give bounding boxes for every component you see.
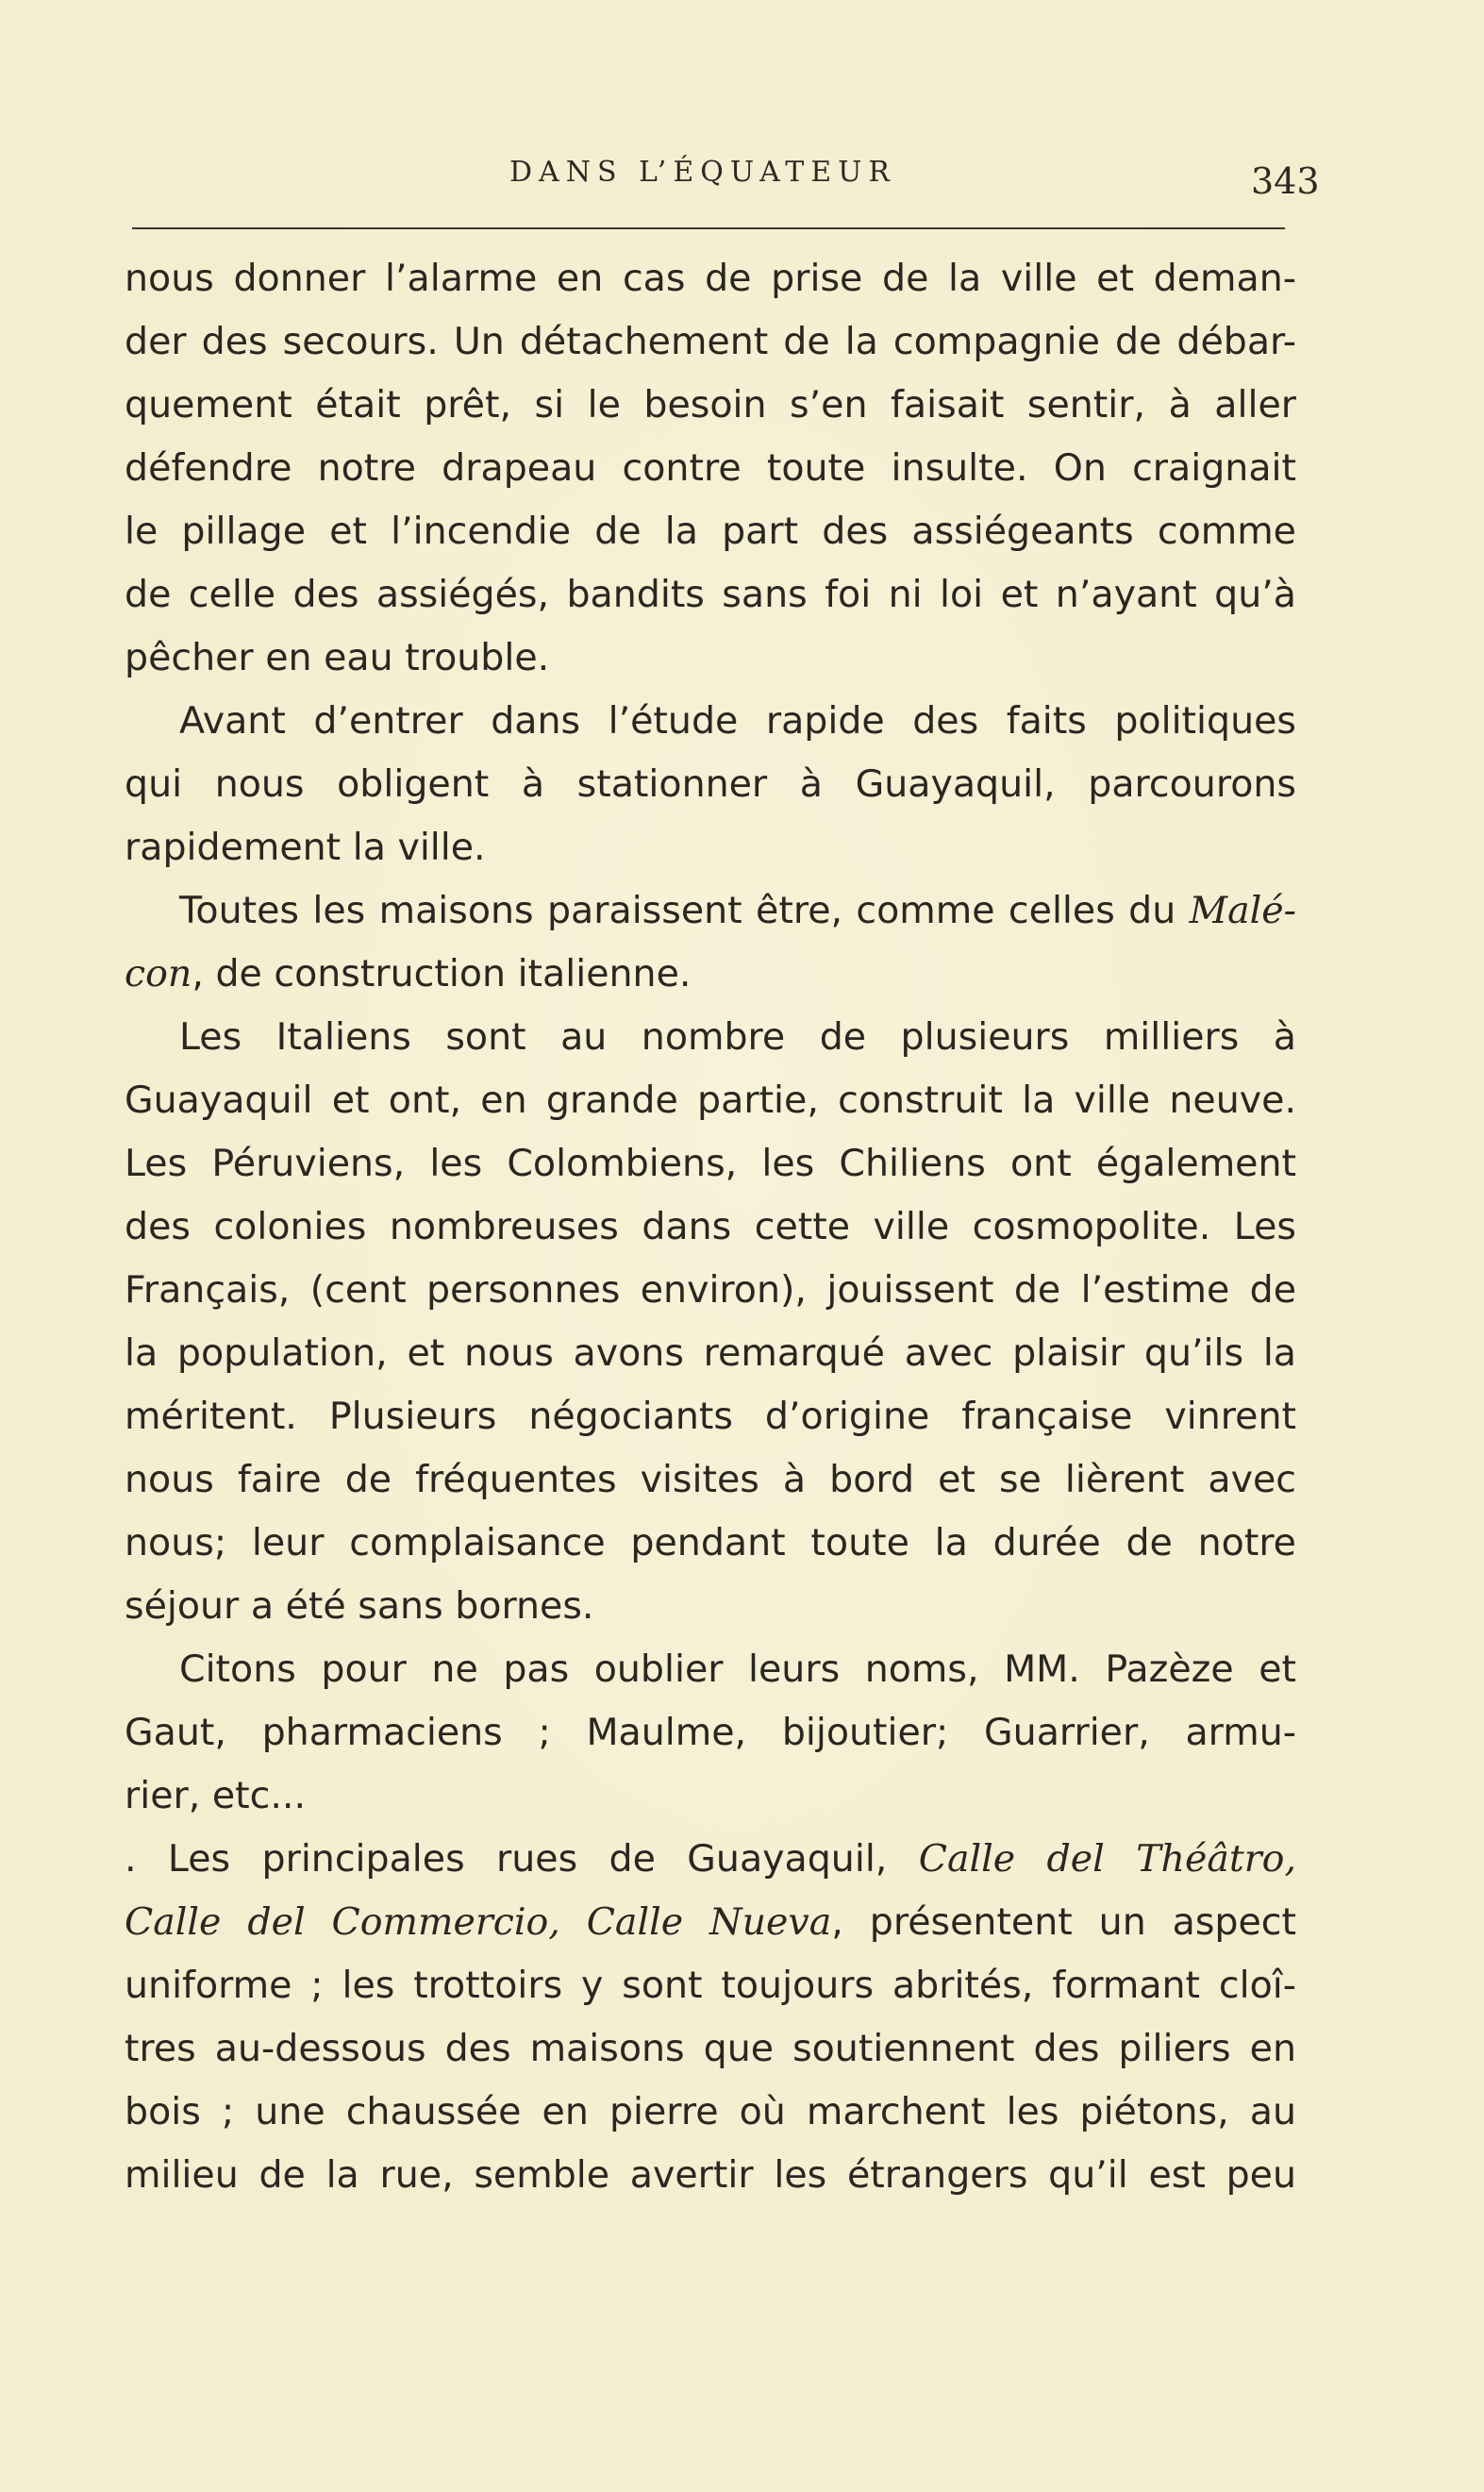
text-line [125, 1575, 1296, 1638]
text-segment: quement était prêt, si le besoin s’en faisait sentir, à aller [125, 383, 1296, 426]
text-segment: rier, etc... [125, 1774, 307, 1817]
text-line [125, 2017, 1296, 2081]
text-segment: le pillage et l’incendie de la part des assiégeants comme [125, 510, 1296, 553]
text-line [125, 1069, 1296, 1132]
text-line [125, 2144, 1296, 2207]
text-line [125, 627, 1296, 690]
text-segment: nous donner l’alarme en cas de prise de la ville et deman- [125, 257, 1296, 300]
text-line [125, 1954, 1296, 2017]
page-number: 343 [1251, 160, 1320, 202]
text-segment: rapidement la ville. [125, 826, 486, 869]
text-segment: nous; leur complaisance pendant toute la durée de notre [125, 1521, 1296, 1564]
text-segment: der des secours. Un détachement de la compagnie de débar- [125, 320, 1296, 363]
text-line [125, 437, 1296, 500]
text-line [125, 1196, 1296, 1259]
text-line [125, 879, 1296, 943]
text-line [125, 943, 1296, 1006]
text-segment: , présentent un aspect [831, 1900, 1296, 1944]
body-text [125, 247, 1296, 2207]
text-segment: Toutes les maisons paraissent être, comme celles du [179, 889, 1190, 932]
text-segment: . Les principales rues de Guayaquil, [125, 1837, 919, 1881]
italic-text: Calle del Commercio, Calle Nueva [125, 1900, 832, 1944]
running-head: DANS L’ÉQUATEUR [509, 156, 896, 189]
text-segment: bois ; une chaussée en pierre où marchent les piétons, au [125, 2090, 1296, 2133]
text-segment: des colonies nombreuses dans cette ville cosmopolite. Les [125, 1205, 1296, 1248]
text-line [125, 1006, 1296, 1069]
text-line [125, 1512, 1296, 1575]
text-line [125, 1322, 1296, 1385]
text-segment: défendre notre drapeau contre toute insulte. On craignait [125, 446, 1296, 490]
text-segment: séjour a été sans bornes. [125, 1584, 594, 1628]
text-line [125, 563, 1296, 627]
text-line [125, 1385, 1296, 1448]
header-rule [132, 227, 1285, 229]
italic-text: Malé- [1189, 889, 1296, 932]
text-segment: méritent. Plusieurs négociants d’origine française vinrent [125, 1395, 1296, 1438]
text-segment: tres au-dessous des maisons que soutiennent des piliers en [125, 2027, 1296, 2070]
text-segment: uniforme ; les trottoirs y sont toujours abrités, formant cloî- [125, 1964, 1296, 2007]
text-line [125, 690, 1296, 753]
italic-text: Calle del Théâtro, [918, 1837, 1296, 1881]
text-line [125, 2081, 1296, 2144]
text-segment: Guayaquil et ont, en grande partie, construit la ville neuve. [125, 1079, 1296, 1122]
text-segment: la population, et nous avons remarqué avec plaisir qu’ils la [125, 1331, 1296, 1375]
text-segment: nous faire de fréquentes visites à bord et se lièrent avec [125, 1458, 1296, 1501]
text-segment: Les Péruviens, les Colombiens, les Chiliens ont également [125, 1142, 1296, 1185]
text-segment: Gaut, pharmaciens ; Maulme, bijoutier; Guarrier, armu- [125, 1711, 1296, 1754]
text-segment: de celle des assiégés, bandits sans foi ni loi et n’ayant qu’à [125, 573, 1296, 616]
text-line [125, 1701, 1296, 1764]
text-line [125, 500, 1296, 563]
text-line [125, 1132, 1296, 1196]
text-line [125, 310, 1296, 374]
text-line [125, 247, 1296, 310]
text-line [125, 1448, 1296, 1512]
text-segment: Avant d’entrer dans l’étude rapide des faits politiques [179, 699, 1296, 743]
text-segment: Les Italiens sont au nombre de plusieurs milliers à [179, 1015, 1296, 1059]
text-segment: milieu de la rue, semble avertir les étrangers qu’il est peu [125, 2153, 1296, 2197]
text-segment: pêcher en eau trouble. [125, 636, 550, 679]
text-line [125, 1891, 1296, 1954]
italic-text: con [125, 952, 192, 995]
text-line [125, 753, 1296, 816]
text-line [125, 1828, 1296, 1891]
text-line [125, 1764, 1296, 1828]
text-line [125, 816, 1296, 879]
text-segment: qui nous obligent à stationner à Guayaquil, parcourons [125, 762, 1296, 806]
text-line [125, 1638, 1296, 1701]
text-line [125, 374, 1296, 437]
text-segment: , de construction italienne. [192, 952, 692, 995]
text-line [125, 1259, 1296, 1322]
text-segment: Français, (cent personnes environ), jouissent de l’estime de [125, 1268, 1296, 1312]
text-segment: Citons pour ne pas oublier leurs noms, MM. Pazèze et [179, 1647, 1296, 1691]
